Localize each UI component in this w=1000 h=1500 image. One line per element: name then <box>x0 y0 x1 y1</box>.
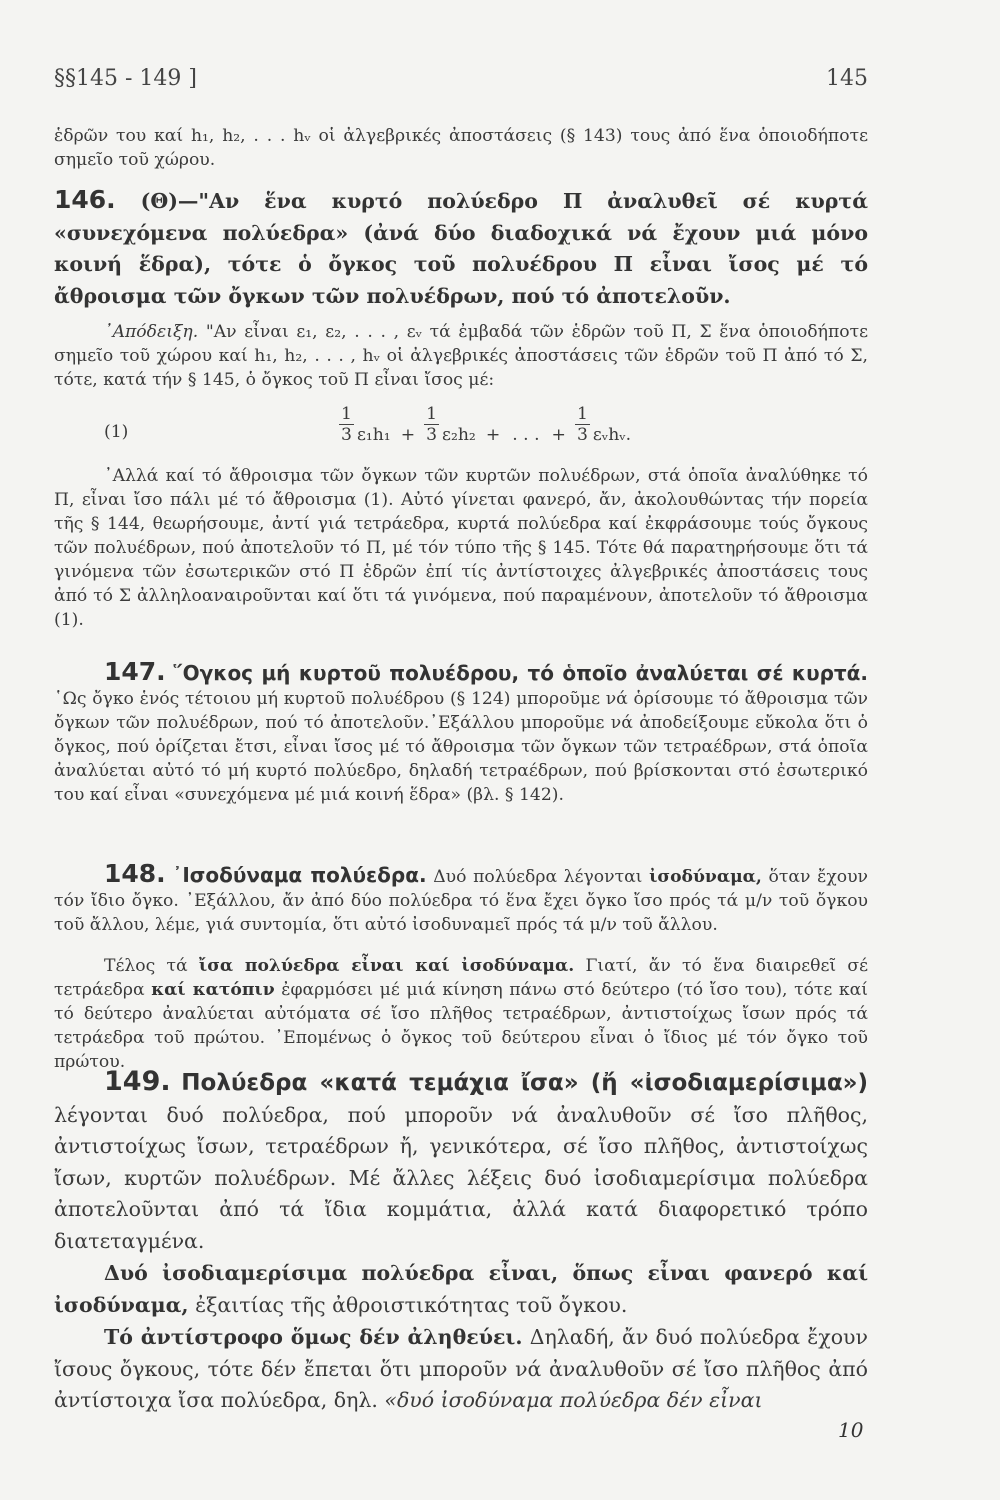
section-number-149: 149. <box>104 1066 171 1097</box>
plus-sign: + <box>551 424 566 445</box>
bold-statement: ἴσα πολύεδρα εἶναι καί ἰσοδύναμα. <box>198 956 575 976</box>
plus-sign: + <box>400 424 416 445</box>
theorem-146 <box>54 184 868 312</box>
proof-label: ᾿Απόδειξη. <box>104 322 199 342</box>
section-147-body: ῾Ως ὄγκο ἑνός τέτοιου μή κυρτοῦ πολυέδρου (§ 124) μποροῦμε νά ὁρίσουμε τό ἄθροισμα τῶν ὄγκων τῶν πολυέδρων, πού τό ἀποτελοῦν.᾿Εξάλλου μποροῦμε νά ἀποδείξουμε εὔκολα ὅτι ὁ ὄγκος, πού ὁρίζεται ἔτσι, εἶναι ἴσος μέ τό ἄθροισμα τῶν ὄγκων τῶν τετραέδρων, στά ὁποῖα ἀναλύεται αὐτό τό μή κυρτό πολύεδρο, δηλαδή τετραέδρων, πού βρίσκονται στό ἐσωτερικό του καί εἶναι «συνεχόμενα μέ μιά κοινή ἕδρα» (βλ. § 142). <box>54 689 868 805</box>
section-148-body-a: Δυό πολύεδρα λέγονται <box>433 867 643 887</box>
fraction-one-third: $\frac{1}{3}$ <box>426 404 438 445</box>
section-149 <box>54 1066 868 1257</box>
section-148-paragraph-2: Τέλος τά ἴσα πολύεδρα εἶναι καί ἰσοδύναμα. Γιατί, ἄν τό ἕνα διαιρεθεῖ σέ τετράεδρα καί κατόπιν ἐφαρμόσει μέ μιά κίνηση πάνω στό δεύτερο (τό ἴσο του), τότε καί τό δεύτερο ἀναλύεται αὐτόματα σέ ἴσο πλῆθος τετραέδρων, ἀντιστοίχως ἴσων πρός τά τετράεδρα τοῦ πρώτου. ᾿Επομένως ὁ ὄγκος τοῦ δεύτερου εἶναι ὁ ἴδιος μέ τόν ὄγκο τοῦ πρώτου. <box>54 956 869 1072</box>
formula-body <box>336 404 635 445</box>
plus-sign: + <box>485 424 501 445</box>
theorem-146-text: (Θ)—"Αν ἕνα κυρτό πολύεδρο Π ἀναλυθεῖ σέ κυρτά «συνεχόμενα πολύεδρα» (ἀνά δύο διαδοχικά νά ἔχουν μιά μόνο κοινή ἕδρα), τότε ὁ ὄγκος τοῦ πολυέδρου Π εἶναι ἴσος μέ τό ἄθροισμα τῶν ὄγκων τῶν πολυέδρων, πού τό ἀποτελοῦν. <box>54 189 868 308</box>
formula-label: (1) <box>104 422 129 442</box>
section-number-146: 146. <box>54 185 116 214</box>
paragraph-146-rest: ᾿Αλλά καί τό ἄθροισμα τῶν ὄγκων τῶν κυρτῶν πολυέδρων, στά ὁποῖα ἀναλύθηκε τό Π, εἶναι ἴσο πάλι μέ τό ἄθροισμα (1). Αὐτό γίνεται φανερό, ἄν, ἀκολουθώντας τήν πορεία τῆς § 144, θεωρήσουμε, ἀντί γιά τετράεδρα, κυρτά πολύεδρα καί ἐκφράσουμε τούς ὄγκους τῶν πολυέδρων, πού ἀποτελοῦν τό Π, μέ τόν τύπο τῆς § 145. Τότε θά παρατηρήσουμε ὅτι τά γινόμενα τῶν ἐσωτερικῶν στό Π ἑδρῶν ἐπί τίς ἀντίστοιχες ἀλγεβρικές ἀποστάσεις τους ἀπό τό Σ ἀλληλοαναιροῦνται καί ὅτι τά γινόμενα, πού παραμένουν, ἀποτελοῦν τό ἄθροισμα (1). <box>54 466 868 630</box>
term-equivalent: ἰσοδύναμα, <box>649 867 762 887</box>
proof-146 <box>54 320 868 392</box>
section-149-paragraph-3: Τό ἀντίστροφο ὅμως δέν ἀληθεύει. Δηλαδή, ἄν δυό πολύεδρα ἔχουν ἴσους ὄγκους, τότε δέν ἔπεται ὅτι μποροῦν νά ἀναλυθοῦν σέ ἴσο πλῆθος ἀπό ἀντίστοιχα ἴσα πολύεδρα, δηλ. «δυό ἰσοδύναμα πολύεδρα δέν εἶναι <box>54 1325 868 1412</box>
section-149-title: Πολύεδρα «κατά τεμάχια ἴσα» (ἤ «ἰσοδιαμερίσιμα») <box>181 1070 868 1096</box>
proof-text: "Αν εἶναι ε₁, ε₂, . . . , εᵥ τά ἐμβαδά τῶν ἑδρῶν τοῦ Π, Σ ἕνα ὁποιοδήποτε σημεῖο τοῦ χώρου καί h₁, h₂, . . . , hᵥ οἱ ἀλγεβρικές ἀποστάσεις τῶν ἑδρῶν τοῦ Π ἀπό τό Σ, τότε, κατά τήν § 145, ὁ ὄγκος τοῦ Π εἶναι ἴσος μέ: <box>54 322 869 390</box>
section-148-title: ᾿Ισοδύναμα πολύεδρα. <box>172 863 427 887</box>
fraction-one-third: $\frac{1}{3}$ <box>576 404 588 445</box>
formula-1 <box>54 404 868 454</box>
section-147-title: ῞Ογκος μή κυρτοῦ πολυέδρου, τό ὁποῖο ἀναλύεται σέ κυρτά. <box>172 661 868 685</box>
section-number-147: 147. <box>104 657 166 686</box>
section-range: §§145 - 149 ] <box>54 66 197 91</box>
page-number: 145 <box>826 66 868 91</box>
formula-term-n: $\frac{1}{3}$ εᵥhᵥ. <box>576 404 632 445</box>
intro-paragraph: ἑδρῶν του καί h₁, h₂, . . . hᵥ οἱ ἀλγεβρικές ἀποστάσεις (§ 143) τους ἀπό ἕνα ὁποιοδήποτε σημεῖο τοῦ χώρου. <box>54 126 868 170</box>
formula-term-2: $\frac{1}{3}$ ε₂h₂ <box>426 404 476 445</box>
running-header <box>54 66 868 91</box>
section-148 <box>54 859 868 937</box>
signature-number: 10 <box>838 1418 864 1442</box>
section-147 <box>54 657 868 807</box>
section-number-148: 148. <box>104 859 166 888</box>
formula-term-1: $\frac{1}{3}$ ε₁h₁ <box>341 404 391 445</box>
section-149-paragraph-2: Δυό ἰσοδιαμερίσιμα πολύεδρα εἶναι, ὅπως εἶναι φανερό καί ἰσοδύναμα, ἐξαιτίας τῆς ἀθροιστικότητας τοῦ ὄγκου. <box>54 1261 868 1317</box>
section-148-body-b: ὅταν ἔχουν τόν ἴδιο ὄγκο. ᾿Εξάλλου, ἄν ἀπό δύο πολύεδρα τό ἕνα ἔχει ὄγκο ἴσο πρός τά μ/ν τοῦ ὄγκου τοῦ ἄλλου, λέμε, γιά συντομία, ὅτι αὐτό ἰσοδυναμεῖ πρός τά μ/ν τοῦ ἄλλου. <box>54 867 868 935</box>
ellipsis: . . . <box>512 424 540 445</box>
fraction-one-third: $\frac{1}{3}$ <box>341 404 352 445</box>
section-149-body: λέγονται δυό πολύεδρα, πού μποροῦν νά ἀναλυθοῦν σέ ἴσο πλῆθος, ἀντιστοίχως ἴσων, τετραέδρων ἤ, γενικότερα, σέ ἴσο πλῆθος, ἀντιστοίχως ἴσων, κυρτῶν πολυέδρων. Μέ ἄλλες λέξεις δυό ἰσοδιαμερίσιμα πολύεδρα ἀποτελοῦνται ἀπό τά ἴδια κομμάτια, ἀλλά κατά διαφορετικό τρόπο διατεταγμένα. <box>54 1102 868 1253</box>
